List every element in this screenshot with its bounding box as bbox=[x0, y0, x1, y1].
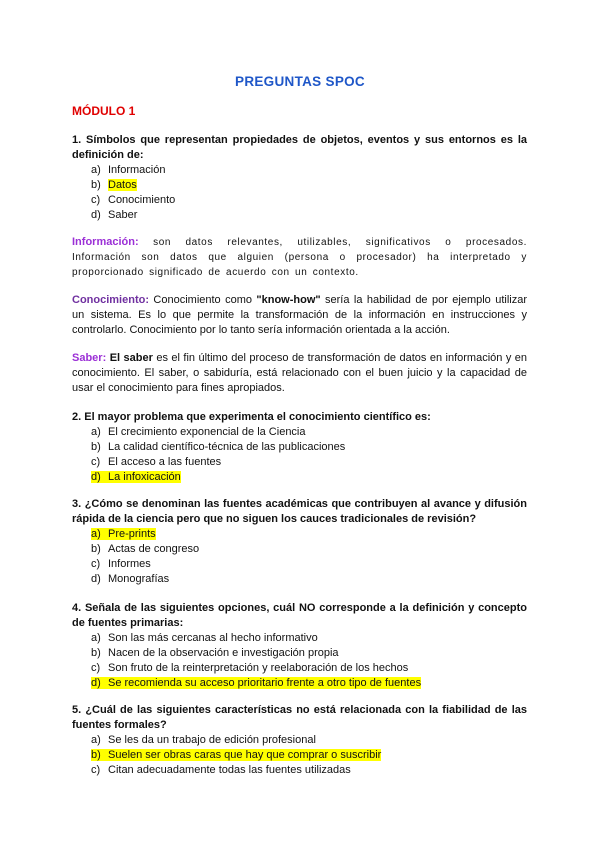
question-2 bbox=[72, 410, 527, 485]
term-conocimiento: Conocimiento: bbox=[72, 294, 149, 306]
definition-saber: Saber: El saber es el fin último del proceso de transformación de datos en información y en conocimiento. El saber, o sabiduría, está relacionado con el buen juicio y la capacidad de usar el conocimiento para fines apropiados. bbox=[72, 352, 528, 394]
question-1-options bbox=[72, 163, 527, 223]
question-2-options bbox=[72, 425, 527, 485]
option-b: b) La calidad científico-técnica de las publicaciones bbox=[91, 441, 346, 453]
option-b: b) Nacen de la observación e investigación propia bbox=[91, 647, 339, 659]
term-informacion: Información: bbox=[72, 236, 139, 248]
option-a: a) Información bbox=[91, 164, 166, 176]
option-a: a) Son las más cercanas al hecho informativo bbox=[91, 632, 318, 644]
option-c: c) Conocimiento bbox=[91, 194, 176, 206]
option-c: c) El acceso a las fuentes bbox=[91, 456, 222, 468]
question-4-options bbox=[72, 631, 527, 691]
option-d: d) Saber bbox=[91, 209, 138, 221]
module-heading: MÓDULO 1 bbox=[72, 104, 136, 118]
question-2-text: 2. El mayor problema que experimenta el conocimiento científico es: bbox=[72, 411, 431, 423]
question-3-text: 3. ¿Cómo se denominan las fuentes académicas que contribuyen al avance y difusión rápida de la ciencia pero que no siguen los cauces tradicionales de revisión? bbox=[72, 498, 527, 525]
option-c: c) Citan adecuadamente todas las fuentes utilizadas bbox=[91, 764, 351, 776]
question-4 bbox=[72, 601, 527, 691]
definition-informacion-text: son datos relevantes, utilizables, significativos o procesados. Información son datos que alguien (persona o procesador) ha interpretado y proporcionado significado de acuerdo con un contexto. bbox=[72, 237, 527, 278]
option-a: a) El crecimiento exponencial de la Ciencia bbox=[91, 426, 306, 438]
question-5-options bbox=[72, 733, 527, 778]
question-1-text: 1. Símbolos que representan propiedades de objetos, eventos y sus entornos es la definición de: bbox=[72, 134, 527, 161]
option-d: d) Monografías bbox=[91, 573, 170, 585]
option-d-answer: d) Se recomienda su acceso prioritario frente a otro tipo de fuentes bbox=[91, 677, 422, 689]
option-d-answer: d) La infoxicación bbox=[91, 471, 181, 483]
question-4-text: 4. Señala de las siguientes opciones, cuál NO corresponde a la definición y concepto de fuentes primarias: bbox=[72, 602, 527, 629]
question-5 bbox=[72, 703, 527, 778]
option-b: b) Actas de congreso bbox=[91, 543, 200, 555]
question-5-text: 5. ¿Cuál de las siguientes características no está relacionada con la fiabilidad de las fuentes formales? bbox=[72, 704, 527, 731]
question-3-options bbox=[72, 527, 527, 587]
option-b-answer: b) Datos bbox=[91, 179, 137, 191]
option-c: c) Son fruto de la reinterpretación y reelaboración de los hechos bbox=[91, 662, 409, 674]
option-b-answer: b) Suelen ser obras caras que hay que comprar o suscribir bbox=[91, 749, 382, 761]
definition-conocimiento: Conocimiento: Conocimiento como "know-how" sería la habilidad de por ejemplo utilizar un sistema. Es lo que permite la transformación de la información en instrucciones y controlarlo. Conocimiento por lo tanto sería información orientada a la acción. bbox=[72, 294, 528, 336]
definition-informacion bbox=[72, 235, 527, 280]
option-a: a) Se les da un trabajo de edición profesional bbox=[91, 734, 316, 746]
question-3 bbox=[72, 497, 527, 587]
option-a-answer: a) Pre-prints bbox=[91, 528, 156, 540]
option-c: c) Informes bbox=[91, 558, 151, 570]
document-title: PREGUNTAS SPOC bbox=[235, 74, 365, 89]
term-saber: Saber: bbox=[72, 352, 107, 364]
know-how-quote: "know-how" bbox=[256, 294, 321, 306]
question-1 bbox=[72, 133, 527, 223]
